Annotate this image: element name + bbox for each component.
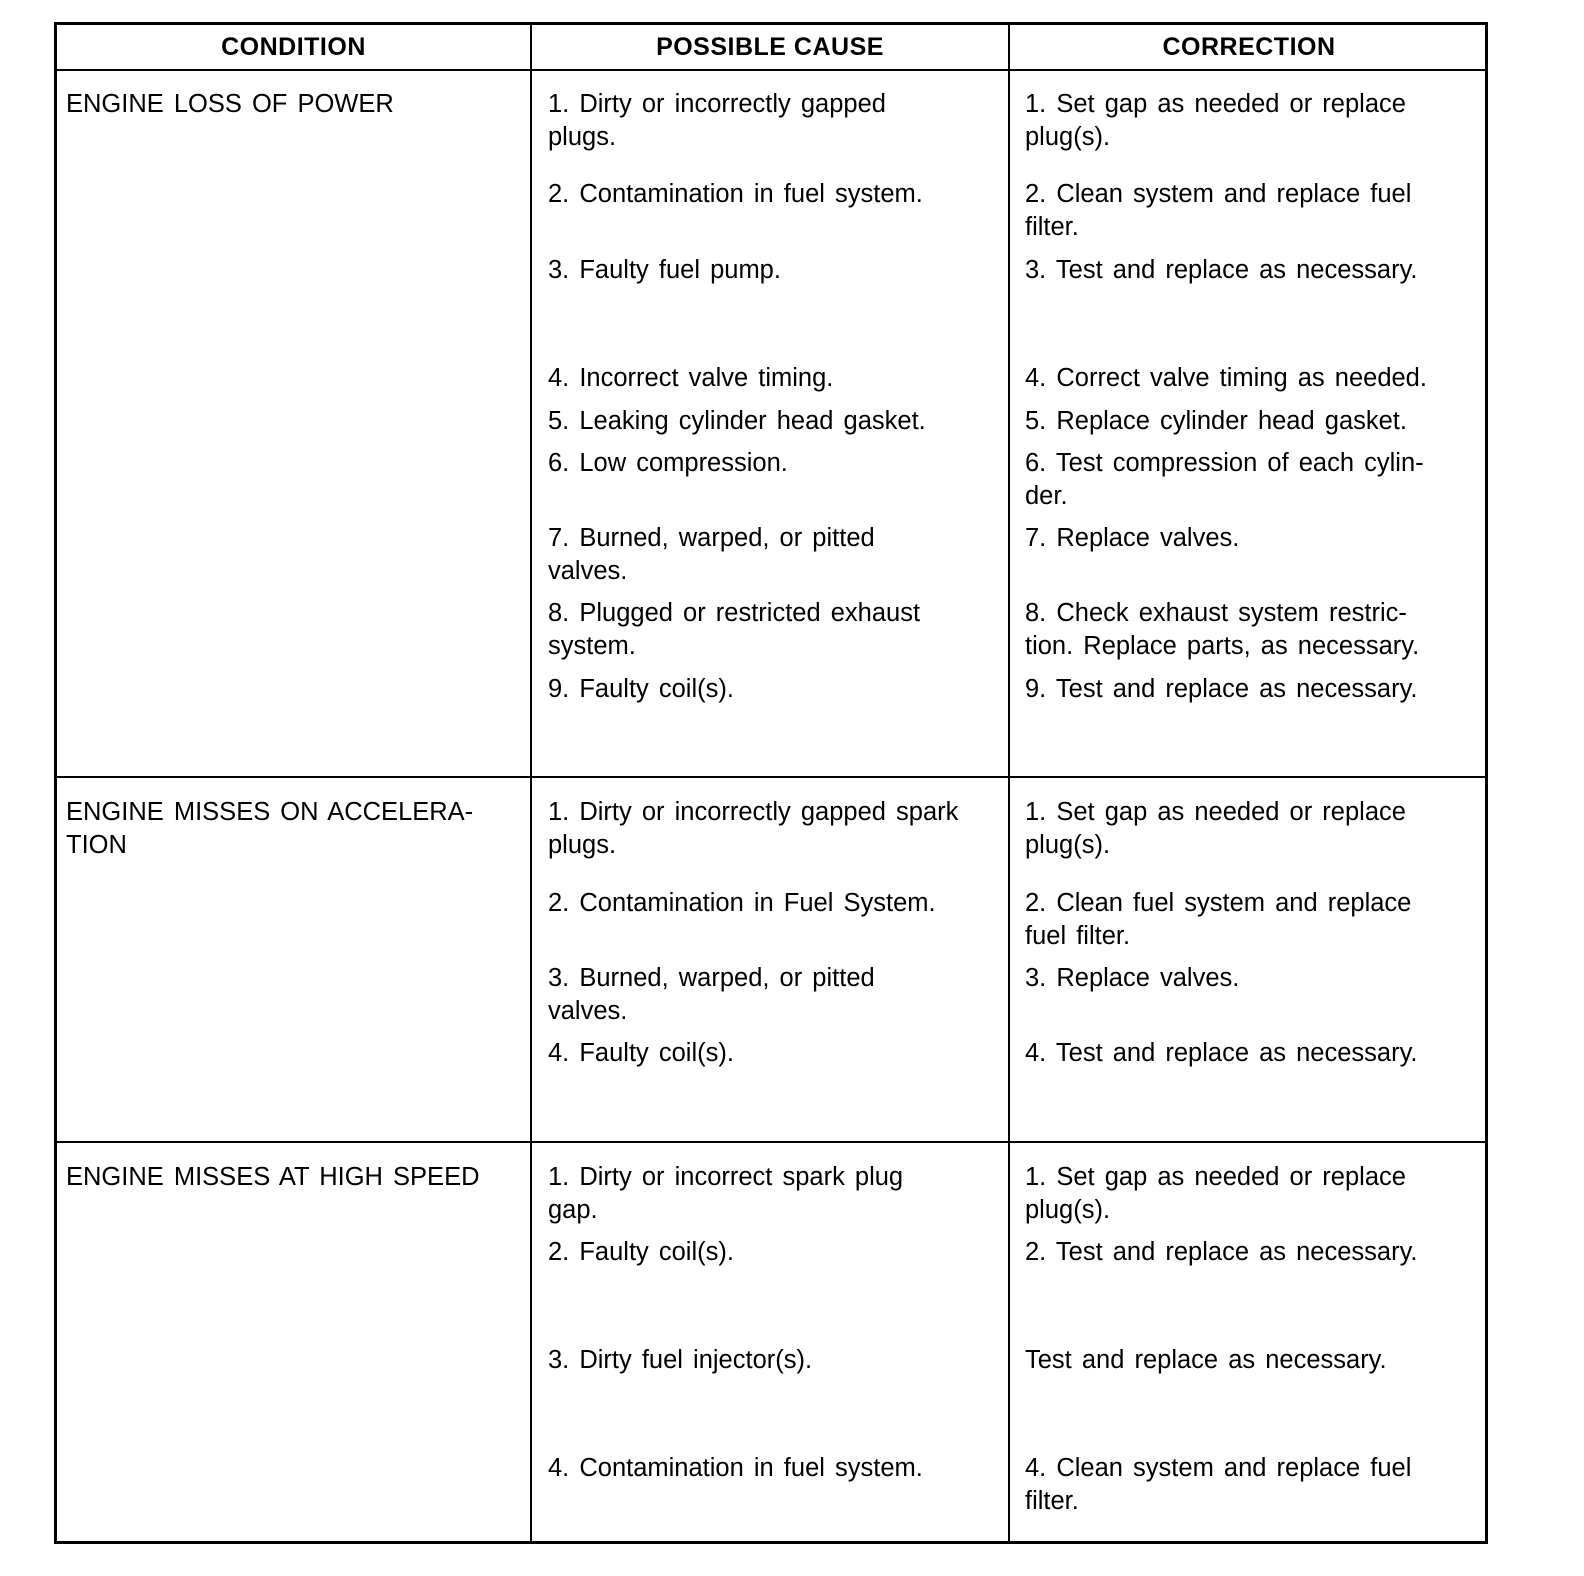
cause-item <box>548 597 920 663</box>
correction-item <box>1025 962 1239 995</box>
cause-item <box>548 522 875 588</box>
text-line: tion. Replace parts, as necessary. <box>1025 632 1420 660</box>
correction-item <box>1025 522 1239 555</box>
text-line: 2. Contamination in fuel system. <box>548 180 923 208</box>
text-line: 4. Correct valve timing as needed. <box>1025 364 1427 392</box>
text-line: 4. Faulty coil(s). <box>548 1039 734 1067</box>
text-line: 3. Faulty fuel pump. <box>548 256 781 284</box>
text-line: 2. Clean fuel system and replace <box>1025 889 1412 917</box>
text-line: 3. Test and replace as necessary. <box>1025 256 1418 284</box>
troubleshooting-table <box>54 22 1488 1544</box>
text-line: 4. Contamination in fuel system. <box>548 1454 923 1482</box>
text-line: Test and replace as necessary. <box>1025 1346 1387 1374</box>
text-line: plugs. <box>548 123 617 151</box>
cause-item <box>548 796 958 862</box>
correction-item <box>1025 597 1419 663</box>
cause-item <box>548 254 781 287</box>
text-line: 2. Clean system and replace fuel <box>1025 180 1412 208</box>
text-line: TION <box>66 831 127 859</box>
text-line: 4. Incorrect valve timing. <box>548 364 834 392</box>
text-line: 2. Faulty coil(s). <box>548 1238 734 1266</box>
text-line: der. <box>1025 482 1068 510</box>
correction-item <box>1025 1161 1406 1227</box>
correction-item <box>1025 254 1418 287</box>
header-divider <box>57 69 1485 71</box>
column-divider-2 <box>1008 25 1010 1541</box>
correction-item <box>1025 887 1411 953</box>
text-line: 3. Burned, warped, or pitted <box>548 964 875 992</box>
cause-item <box>548 1161 903 1227</box>
text-line: 1. Dirty or incorrect spark plug <box>548 1163 904 1191</box>
section-divider-1 <box>57 776 1485 778</box>
cause-item <box>548 362 833 395</box>
cause-item <box>548 1452 923 1485</box>
text-line: plug(s). <box>1025 123 1111 151</box>
text-line: plug(s). <box>1025 831 1111 859</box>
cause-item <box>548 447 788 480</box>
text-line: 7. Replace valves. <box>1025 524 1240 552</box>
correction-item <box>1025 1037 1418 1070</box>
header-correction: CORRECTION <box>1162 33 1336 61</box>
correction-item <box>1025 447 1424 513</box>
correction-item <box>1025 673 1418 706</box>
text-line: fuel filter. <box>1025 922 1131 950</box>
cause-item <box>548 1037 734 1070</box>
correction-item <box>1025 88 1406 154</box>
text-line: filter. <box>1025 213 1079 241</box>
cause-item <box>548 1236 734 1269</box>
text-line: 6. Test compression of each cylin- <box>1025 449 1424 477</box>
condition-engine-misses-at-high-speed <box>66 1161 480 1194</box>
cause-item <box>548 405 926 438</box>
cause-item <box>548 887 936 920</box>
text-line: plugs. <box>548 831 617 859</box>
text-line: 8. Check exhaust system restric- <box>1025 599 1407 627</box>
text-line: 1. Dirty or incorrectly gapped <box>548 90 886 118</box>
text-line: 1. Set gap as needed or replace <box>1025 1163 1406 1191</box>
text-line: 4. Test and replace as necessary. <box>1025 1039 1418 1067</box>
correction-item <box>1025 405 1407 438</box>
text-line: 2. Test and replace as necessary. <box>1025 1238 1418 1266</box>
text-line: 7. Burned, warped, or pitted <box>548 524 875 552</box>
correction-item <box>1025 1452 1411 1518</box>
text-line: 6. Low compression. <box>548 449 788 477</box>
text-line: 2. Contamination in Fuel System. <box>548 889 936 917</box>
text-line: system. <box>548 632 636 660</box>
text-line: 5. Replace cylinder head gasket. <box>1025 407 1407 435</box>
correction-item <box>1025 1236 1418 1269</box>
text-line: 8. Plugged or restricted exhaust <box>548 599 921 627</box>
text-line: 9. Faulty coil(s). <box>548 675 734 703</box>
cause-item <box>548 1344 812 1377</box>
column-divider-1 <box>530 25 532 1541</box>
text-line: valves. <box>548 557 628 585</box>
text-line: valves. <box>548 997 628 1025</box>
section-divider-2 <box>57 1141 1485 1143</box>
condition-engine-misses-on-acceleration <box>66 796 473 862</box>
text-line: plug(s). <box>1025 1196 1111 1224</box>
cause-item <box>548 962 875 1028</box>
text-line: 1. Set gap as needed or replace <box>1025 798 1406 826</box>
text-line: ENGINE LOSS OF POWER <box>66 90 394 118</box>
correction-item <box>1025 1344 1387 1377</box>
text-line: 1. Set gap as needed or replace <box>1025 90 1406 118</box>
condition-engine-loss-of-power <box>66 88 394 121</box>
text-line: ENGINE MISSES ON ACCELERA- <box>66 798 474 826</box>
text-line: 9. Test and replace as necessary. <box>1025 675 1418 703</box>
correction-item <box>1025 796 1406 862</box>
header-condition: CONDITION <box>221 33 366 61</box>
text-line: filter. <box>1025 1487 1079 1515</box>
cause-item <box>548 178 923 211</box>
text-line: 1. Dirty or incorrectly gapped spark <box>548 798 959 826</box>
correction-item <box>1025 178 1411 244</box>
text-line: ENGINE MISSES AT HIGH SPEED <box>66 1163 480 1191</box>
text-line: gap. <box>548 1196 598 1224</box>
text-line: 5. Leaking cylinder head gasket. <box>548 407 926 435</box>
cause-item <box>548 88 886 154</box>
text-line: 3. Replace valves. <box>1025 964 1240 992</box>
text-line: 4. Clean system and replace fuel <box>1025 1454 1412 1482</box>
text-line: 3. Dirty fuel injector(s). <box>548 1346 813 1374</box>
header-possible-cause: POSSIBLE CAUSE <box>656 33 884 61</box>
cause-item <box>548 673 734 706</box>
correction-item <box>1025 362 1427 395</box>
